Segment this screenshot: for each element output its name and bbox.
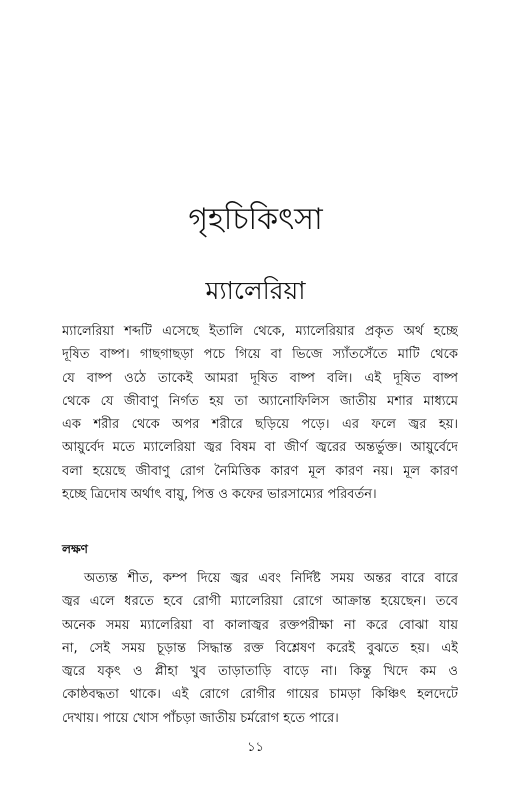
malaria-intro-paragraph (62, 320, 458, 506)
chapter-title: গৃহচিকিৎসা (188, 202, 323, 237)
paragraph-line: না, সেই সময় চূড়ান্ত সিদ্ধান্ত রক্ত বিশ্লেষণ করেই বুঝতে হয়। এই (62, 640, 458, 656)
symptoms-paragraph (62, 567, 458, 730)
symptoms-subheading: লক্ষণ (62, 542, 88, 556)
paragraph-line: থেকে যে জীবাণু নির্গত হয় তা অ্যানোফিলিস জাতীয় মশার মাধ্যমে (62, 393, 458, 409)
paragraph-line: ম্যালেরিয়া শব্দটি এসেছে ইতালি থেকে, ম্যালেরিয়ার প্রকৃত অর্থ হচ্ছে (62, 324, 458, 339)
paragraph-line: বলা হয়েছে জীবাণু রোগ নৈমিত্তিক কারণ মূল কারণ নয়। মূল কারণ (62, 463, 458, 479)
paragraph-line: যে বাষ্প ওঠে তাকেই আমরা দূষিত বাষ্প বলি। এই দূষিত বাষ্প (62, 370, 458, 386)
paragraph-line: দেখায়। পায়ে খোস পাঁচড়া জাতীয় চর্মরোগ হতে পারে। (62, 710, 339, 726)
paragraph-line: অত্যন্ত শীত, কম্প দিয়ে জ্বর এবং নির্দিষ্ট সময় অন্তর বারে বারে (84, 571, 458, 586)
paragraph-line: কোষ্ঠবদ্ধতা থাকে। এই রোগে রোগীর গায়ের চামড়া কিঞ্চিৎ হলদেটে (62, 687, 458, 703)
paragraph-line: অনেক সময় ম্যালেরিয়া বা কালাজ্বর রক্তপরীক্ষা না করে বোঝা যায় (62, 617, 458, 633)
section-title: ম্যালেরিয়া (205, 276, 306, 305)
page-number: ১১ (247, 740, 264, 755)
paragraph-line: আয়ুর্বেদ মতে ম্যালেরিয়া জ্বর বিষম বা জীর্ণ জ্বরের অন্তর্ভুক্ত। আয়ুর্বেদে (62, 440, 458, 456)
paragraph-line: জ্বরে যকৃৎ ও প্লীহা খুব তাড়াতাড়ি বাড়ে না। কিন্তু খিদে কম ও (62, 664, 458, 680)
paragraph-line: জ্বর এলে ধরতে হবে রোগী ম্যালেরিয়া রোগে আক্রান্ত হয়েছেন। তবে (62, 594, 458, 610)
paragraph-line: দূষিত বাষ্প। গাছগাছড়া পচে গিয়ে বা ভিজে স্যাঁতসেঁতে মাটি থেকে (62, 347, 458, 363)
paragraph-line: হচ্ছে ত্রিদোষ অর্থাৎ বায়ু, পিত্ত ও কফের ভারসাম্যের পরিবর্তন। (62, 487, 377, 503)
paragraph-line: এক শরীর থেকে অপর শরীরে ছড়িয়ে পড়ে। এর ফলে জ্বর হয়। (62, 417, 458, 433)
